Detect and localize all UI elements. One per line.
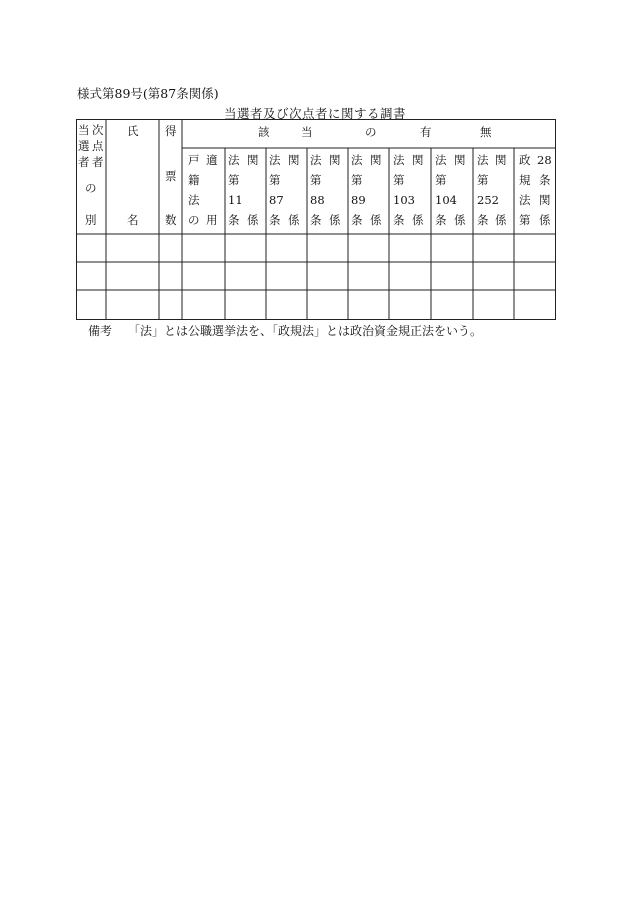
sub-header-char: 関 bbox=[495, 153, 507, 167]
sub-header-char: 関 bbox=[454, 153, 466, 167]
sub-header-char: 係 bbox=[247, 213, 259, 227]
table-row bbox=[76, 262, 556, 290]
sub-header-char: 条 bbox=[269, 213, 281, 227]
sub-header-char: の bbox=[188, 213, 200, 227]
report-table bbox=[76, 119, 556, 320]
col-votes-char: 票 bbox=[165, 169, 177, 183]
sub-header-char: 第 bbox=[310, 173, 322, 187]
sub-header-char: 法 bbox=[393, 153, 405, 167]
sub-header-char: 用 bbox=[206, 213, 218, 227]
sub-header-char: 係 bbox=[412, 213, 424, 227]
col-votes-char: 数 bbox=[165, 213, 177, 227]
col-name-bottom: 名 bbox=[127, 213, 139, 227]
sub-header-char: 政 bbox=[519, 153, 531, 167]
sub-header-char: 関 bbox=[370, 153, 382, 167]
remarks bbox=[88, 322, 482, 339]
col-name-top: 氏 bbox=[127, 124, 139, 138]
sub-header-char: 104 bbox=[435, 193, 457, 207]
group-header-char: 有 bbox=[420, 125, 432, 139]
col-type-char: 点 bbox=[92, 139, 104, 153]
table-row bbox=[76, 290, 556, 320]
col-type-char: の bbox=[85, 181, 97, 195]
sub-header-char: 法 bbox=[269, 153, 281, 167]
sub-header-char: 条 bbox=[539, 173, 551, 187]
sub-header-char: 条 bbox=[393, 213, 405, 227]
sub-header-char: 第 bbox=[269, 173, 281, 187]
sub-header-char: 係 bbox=[454, 213, 466, 227]
sub-header-char: 28 bbox=[537, 153, 552, 167]
sub-header-char: 第 bbox=[393, 173, 405, 187]
col-type-char: 者 bbox=[92, 155, 104, 169]
group-header-char: 無 bbox=[480, 125, 492, 139]
col-votes-char: 得 bbox=[165, 124, 177, 138]
sub-header-char: 関 bbox=[539, 193, 551, 207]
sub-header-char: 法 bbox=[477, 153, 489, 167]
sub-header-char: 適 bbox=[206, 153, 218, 167]
sub-header-char: 籍 bbox=[188, 173, 200, 187]
sub-header-char: 87 bbox=[269, 193, 284, 207]
sub-header-char: 係 bbox=[370, 213, 382, 227]
sub-header-char: 係 bbox=[288, 213, 300, 227]
sub-header-char: 第 bbox=[435, 173, 447, 187]
col-type-char: 者 bbox=[78, 155, 90, 169]
sub-header-char: 戸 bbox=[188, 153, 200, 167]
sub-header-char: 条 bbox=[310, 213, 322, 227]
remarks-label: 備考 bbox=[88, 324, 113, 338]
sub-header-char: 法 bbox=[228, 153, 240, 167]
sub-header-char: 第 bbox=[519, 213, 531, 227]
col-type-char: 選 bbox=[78, 139, 90, 153]
sub-header-char: 係 bbox=[495, 213, 507, 227]
sub-header-char: 法 bbox=[435, 153, 447, 167]
sub-header-char: 11 bbox=[228, 193, 243, 207]
group-header-char: 当 bbox=[301, 125, 313, 139]
sub-header-char: 252 bbox=[477, 193, 499, 207]
sub-header-char: 係 bbox=[539, 213, 551, 227]
sub-header-char: 103 bbox=[393, 193, 415, 207]
group-header-char: 該 bbox=[258, 125, 270, 139]
sub-header-char: 条 bbox=[351, 213, 363, 227]
sub-header-char: 条 bbox=[228, 213, 240, 227]
col-type-char: 別 bbox=[85, 213, 97, 227]
sub-header-char: 関 bbox=[329, 153, 341, 167]
sub-header-char: 関 bbox=[247, 153, 259, 167]
sub-header-char: 関 bbox=[412, 153, 424, 167]
remarks-text: 「法」とは公職選挙法を、「政規法」とは政治資金規正法をいう。 bbox=[128, 324, 483, 338]
sub-header-char: 法 bbox=[188, 193, 200, 207]
group-header-char: の bbox=[365, 125, 377, 139]
sub-header-char: 規 bbox=[519, 173, 531, 187]
sub-header-char: 法 bbox=[310, 153, 322, 167]
col-type-char: 次 bbox=[92, 123, 104, 137]
sub-header-char: 88 bbox=[310, 193, 325, 207]
sub-header-char: 条 bbox=[435, 213, 447, 227]
sub-header-char: 係 bbox=[329, 213, 341, 227]
sub-header-char: 第 bbox=[228, 173, 240, 187]
col-type-char: 当 bbox=[78, 123, 90, 137]
form-number: 様式第89号(第87条関係) bbox=[77, 86, 219, 101]
sub-header-char: 条 bbox=[477, 213, 489, 227]
sub-header-char: 法 bbox=[519, 193, 531, 207]
sub-header-char: 法 bbox=[351, 153, 363, 167]
sub-header-char: 関 bbox=[288, 153, 300, 167]
sub-header-char: 第 bbox=[351, 173, 363, 187]
table-row bbox=[76, 234, 556, 262]
sub-header-char: 第 bbox=[477, 173, 489, 187]
document-title: 当選者及び次点者に関する調書 bbox=[223, 106, 406, 121]
sub-header-char: 89 bbox=[351, 193, 366, 207]
